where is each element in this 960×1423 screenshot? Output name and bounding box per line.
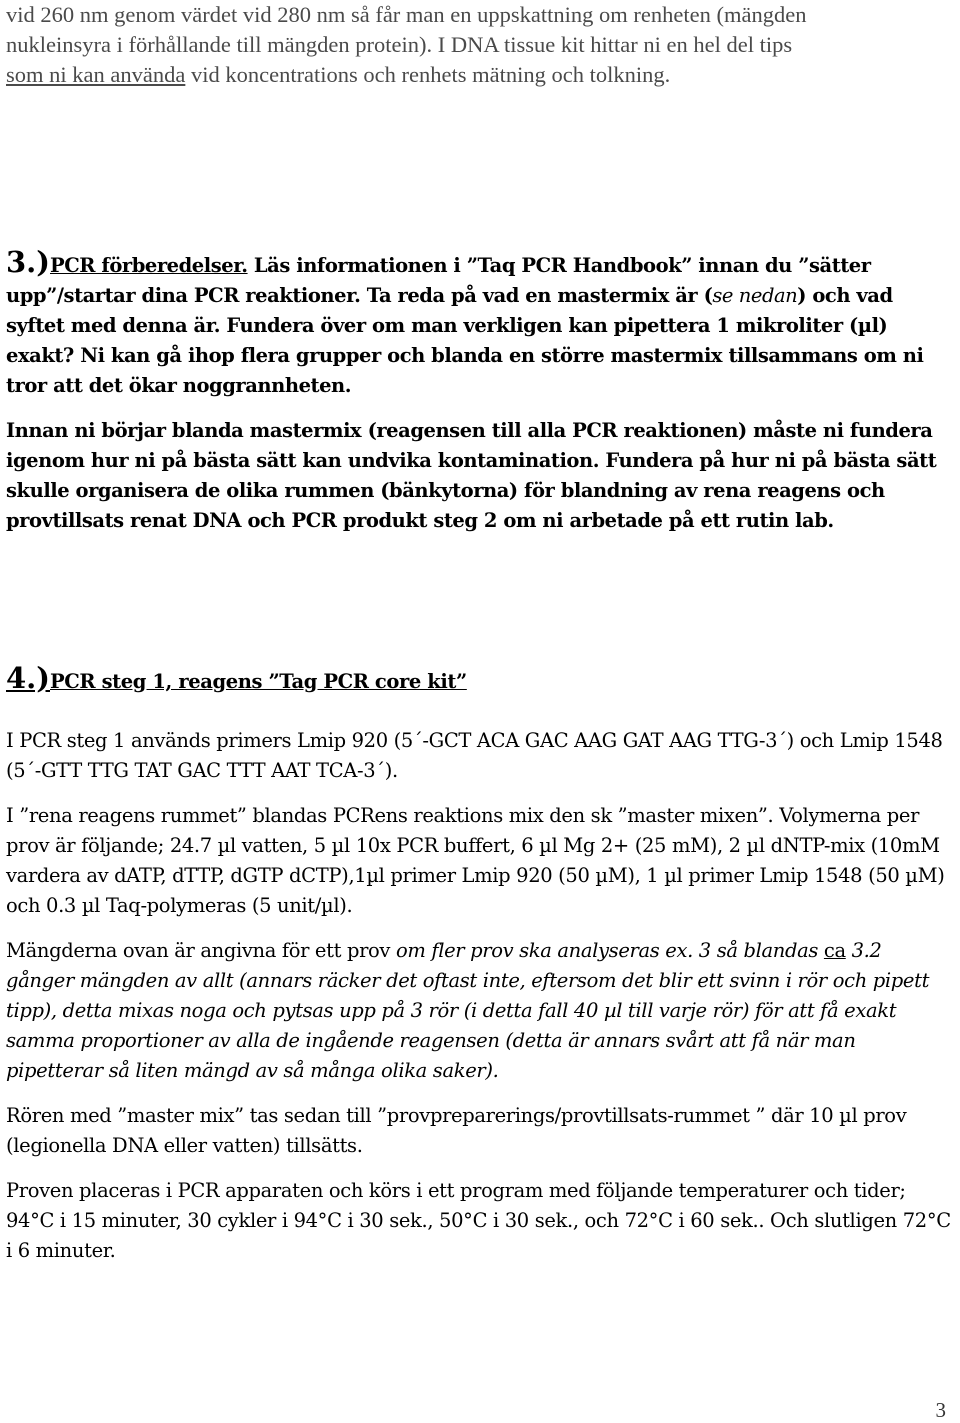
section-4 bbox=[6, 726, 954, 1281]
intro-link[interactable]: som ni kan använda bbox=[6, 62, 186, 87]
section-4-paragraph-4: Rören med ”master mix” tas sedan till ”provpreparerings/provtillsats-rummet ” där 10 µl prov (legionella DNA eller vatten) tillsätts. bbox=[6, 1104, 907, 1157]
section-3-text-a: Läs informationen i ”Taq PCR Handbook” innan du ”sätter upp”/startar dina PCR reaktioner. Ta reda på vad en mastermix är ( bbox=[6, 254, 871, 307]
section-3-text-b: ) och vad syftet med denna är. Fundera över om man verkligen kan pipettera 1 mikroliter (µl) exakt? Ni kan gå ihop flera grupper och blanda en större mastermix tillsammans om ni tror att det ökar noggrannheten. bbox=[6, 284, 924, 397]
intro-line-1: vid 260 nm genom värdet vid 280 nm så får man en uppskattning om renheten (mängden bbox=[6, 2, 807, 27]
section-4-number: 4.) bbox=[6, 661, 50, 695]
section-4-p3-ca: ca bbox=[823, 939, 846, 962]
section-4-p3-italic-2: 3.2 gånger mängden av allt (annars räcker det oftast inte, eftersom det blir ett svinn i rör och pipett tipp), detta mixas noga och pytsas upp på 3 rör (i detta fall 40 µl till varje rör) för att få exakt samma proportioner av alla de ingående reagensen (detta är annars svårt att få när man pipetterar så liten mängd av så många olika saker). bbox=[6, 939, 930, 1082]
intro-line-3: vid koncentrations och renhets mätning och tolkning. bbox=[185, 62, 671, 87]
section-3-heading: PCR förberedelser. bbox=[50, 254, 248, 277]
page-number: 3 bbox=[935, 1398, 946, 1422]
section-4-heading-row bbox=[6, 663, 467, 701]
section-3 bbox=[6, 247, 954, 551]
intro-line-2: nukleinsyra i förhållande till mängden protein). I DNA tissue kit hittar ni en hel del tips bbox=[6, 32, 793, 57]
section-4-p3-italic-1: om fler prov ska analyseras ex. 3 så blandas bbox=[395, 939, 824, 962]
document-page bbox=[6, 0, 954, 1423]
section-4-paragraph-5: Proven placeras i PCR apparaten och körs i ett program med följande temperaturer och tider; 94°C i 15 minuter, 30 cykler i 94°C i 30 sek., 50°C i 30 sek., och 72°C i 60 sek.. Och slutligen 72°C i 6 minuter. bbox=[6, 1179, 951, 1262]
section-4-paragraph-1: I PCR steg 1 används primers Lmip 920 (5´-GCT ACA GAC AAG GAT AAG TTG-3´) och Lmip 1548 (5´-GTT TTG TAT GAC TTT AAT TCA-3´). bbox=[6, 729, 943, 782]
section-3-paragraph-2: Innan ni börjar blanda mastermix (reagensen till alla PCR reaktionen) måste ni fundera igenom hur ni på bästa sätt kan undvika kontamination. Fundera på hur ni på bästa sätt skulle organisera de olika rummen (bänkytorna) för blandning av rena reagens och provtillsats renat DNA och PCR produkt steg 2 om ni arbetade på ett rutin lab. bbox=[6, 419, 937, 532]
section-4-heading: PCR steg 1, reagens ”Tag PCR core kit” bbox=[50, 670, 467, 693]
section-3-paragraph-1 bbox=[6, 247, 954, 401]
section-4-paragraph-2: I ”rena reagens rummet” blandas PCRens reaktions mix den sk ”master mixen”. Volymerna per prov är följande; 24.7 µl vatten, 5 µl 10x PCR buffert, 6 µl Mg 2+ (25 mM), 2 µl dNTP-mix (10mM vardera av dATP, dTTP, dGTP dCTP),1µl primer Lmip 920 (50 µM), 1 µl primer Lmip 1548 (50 µM) och 0.3 µl Taq-polymeras (5 unit/µl). bbox=[6, 804, 945, 917]
section-4-paragraph-3 bbox=[6, 936, 954, 1086]
section-3-italic: se nedan bbox=[712, 284, 798, 307]
section-3-number: 3.) bbox=[6, 245, 50, 279]
section-4-p3-normal: Mängderna ovan är angivna för ett prov bbox=[6, 939, 396, 962]
intro-paragraph bbox=[6, 0, 954, 90]
